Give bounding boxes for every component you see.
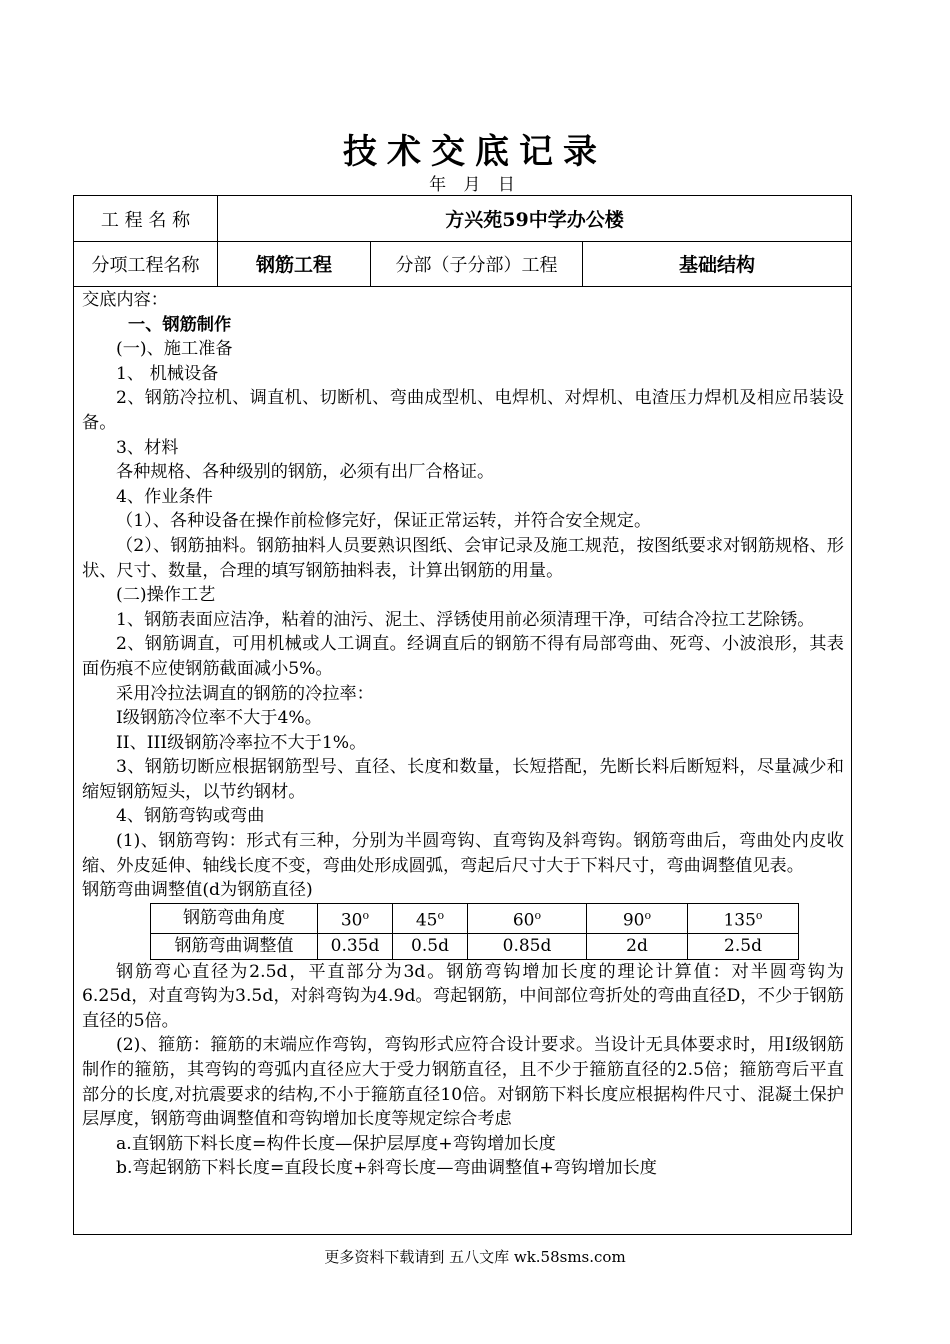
paragraph: （1）、各种设备在操作前检修完好，保证正常运转，并符合安全规定。: [116, 511, 652, 532]
footer-note: 更多资料下载请到 五八文库 wk.58sms.com: [324, 1248, 626, 1266]
value-cell: 2.5d: [688, 934, 799, 960]
table-caption: 钢筋弯曲调整值(d为钢筋直径): [82, 880, 313, 901]
paragraph: 3、材料: [116, 437, 179, 458]
item-value: 钢筋工程: [218, 241, 371, 286]
table-row-label: 钢筋弯曲角度: [151, 903, 318, 933]
angle-cell: 45$^o$: [393, 903, 468, 933]
paragraph: a.直钢筋下料长度=构件长度—保护层厚度+弯钩增加长度: [116, 1133, 556, 1154]
paragraph: 1、钢筋表面应洁净，粘着的油污、泥土、浮锈使用前必须清理干净，可结合冷拉工艺除锈。: [116, 609, 815, 630]
value-cell: 0.5d: [393, 934, 468, 960]
project-label: 工 程 名 称: [74, 196, 218, 241]
angle-cell: 30$^o$: [318, 903, 393, 933]
item-row: [74, 241, 851, 287]
record-frame: [73, 195, 852, 1235]
project-row: [74, 196, 851, 242]
paragraph: 钢筋弯心直径为2.5d，平直部分为3d。钢筋弯钩增加长度的理论计算值：对半圆弯钩为6.25d，对直弯钩为3.5d，对斜弯钩为4.9d。弯起钢筋，中间部位弯折处的弯曲直径D，不少于钢筋直径的5倍。: [82, 961, 844, 1031]
content-body: [82, 288, 844, 1181]
bend-adjustment-table: [150, 903, 799, 960]
paragraph: (2)、箍筋：箍筋的末端应作弯钩，弯钩形式应符合设计要求。当设计无具体要求时，用I级钢筋制作的箍筋，其弯钩的弯弧内直径应大于受力钢筋直径，且不少于箍筋直径的2.5倍；箍筋弯后平直部分的长度,对抗震要求的结构,不小于箍筋直径10倍。对钢筋下料长度应根据构件尺寸、混凝土保护层厚度，钢筋弯曲调整值和弯钩增加长度等规定综合考虑: [82, 1035, 844, 1130]
angle-cell: 90$^o$: [587, 903, 688, 933]
value-cell: 0.35d: [318, 934, 393, 960]
project-value: 方兴苑59中学办公楼: [445, 209, 624, 231]
paragraph: I级钢筋冷位率不大于4%。: [116, 708, 322, 729]
table-row-label: 钢筋弯曲调整值: [151, 934, 318, 960]
angle-cell: 135$^o$: [688, 903, 799, 933]
division-value: 基础结构: [678, 254, 755, 276]
paragraph: 4、作业条件: [116, 486, 213, 507]
paragraph: b.弯起钢筋下料长度=直段长度+斜弯长度—弯曲调整值+弯钩增加长度: [116, 1158, 657, 1179]
table-row: [151, 934, 799, 960]
date-line: 年 月 日: [429, 175, 521, 195]
value-cell: 2d: [587, 934, 688, 960]
intro: 交底内容：: [82, 290, 168, 310]
item-label: 分项工程名称: [74, 241, 218, 286]
section-heading: 一、钢筋制作: [128, 314, 232, 335]
value-cell: 0.85d: [468, 934, 587, 960]
paragraph: 各种规格、各种级别的钢筋，必须有出厂合格证。: [116, 462, 495, 483]
table-row: [151, 903, 799, 933]
paragraph: (1)、钢筋弯钩：形式有三种，分别为半圆弯钩、直弯钩及斜弯钩。钢筋弯曲后，弯曲处内皮收缩、外皮延伸、轴线长度不变，弯曲处形成圆弧，弯起后尺寸大于下料尺寸，弯曲调整值见表。: [82, 831, 844, 876]
paragraph: 3、钢筋切断应根据钢筋型号、直径、长度和数量，长短搭配，先断长料后断短料，尽量减少和缩短钢筋短头，以节约钢材。: [82, 757, 844, 802]
document-title: 技术交底记录: [343, 132, 607, 172]
subsection-heading: (二)操作工艺: [116, 585, 216, 606]
paragraph: 1、 机械设备: [116, 363, 219, 384]
division-label: 分部（子分部）工程: [371, 241, 583, 286]
paragraph: II、III级钢筋冷率拉不大于1%。: [116, 732, 367, 753]
subsection-heading: (一)、施工准备: [116, 339, 233, 360]
paragraph: （2）、钢筋抽料。钢筋抽料人员要熟识图纸、会审记录及施工规范，按图纸要求对钢筋规格、形状、尺寸、数量，合理的填写钢筋抽料表，计算出钢筋的用量。: [82, 535, 844, 581]
paragraph: 2、钢筋冷拉机、调直机、切断机、弯曲成型机、电焊机、对焊机、电渣压力焊机及相应吊装设备。: [82, 388, 844, 433]
paragraph: 2、钢筋调直，可用机械或人工调直。经调直后的钢筋不得有局部弯曲、死弯、小波浪形，其表面伤痕不应使钢筋截面减小5%。: [82, 634, 844, 679]
paragraph: 采用冷拉法调直的钢筋的冷拉率：: [116, 683, 374, 704]
paragraph: 4、钢筋弯钩或弯曲: [116, 806, 265, 827]
angle-cell: 60$^o$: [468, 903, 587, 933]
